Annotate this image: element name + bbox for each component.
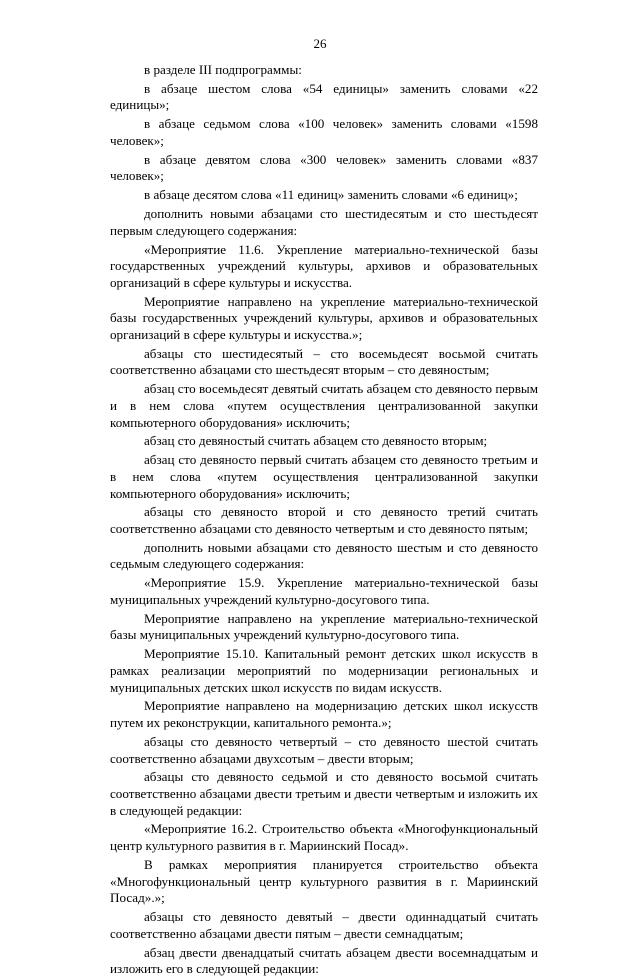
paragraph: Мероприятие направлено на модернизацию детских школ искусств путем их реконструкции, капитального ремонта.»; xyxy=(110,698,538,731)
paragraph: в абзаце девятом слова «300 человек» заменить словами «837 человек»; xyxy=(110,151,538,184)
paragraph: абзац сто девяносто первый считать абзацем сто девяносто третьим и в нем слова «путем осуществления централизованной закупки компьютерного оборудования» исключить; xyxy=(110,452,538,501)
paragraph: «Мероприятие 11.6. Укрепление материально-технической базы государственных учреждений культуры, архивов и образовательных организаций в сфере культуры и искусства. xyxy=(110,241,538,290)
paragraph: Мероприятие 15.10. Капитальный ремонт детских школ искусств в рамках реализации мероприятий по модернизации региональных и муниципальных детских школ искусств по видам искусств. xyxy=(110,646,538,695)
paragraph: «Мероприятие 15.9. Укрепление материально-технической базы муниципальных учреждений культурно-досугового типа. xyxy=(110,575,538,607)
paragraph: дополнить новыми абзацами сто шестидесятым и сто шестьдесят первым следующего содержания: xyxy=(110,206,538,238)
paragraph: абзацы сто девяносто девятый – двести одиннадцатый считать соответственно абзацами двести пятым – двести семнадцатым; xyxy=(110,909,538,941)
paragraph: в абзаце шестом слова «54 единицы» заменить словами «22 единицы»; xyxy=(110,80,538,113)
paragraph: абзац двести двенадцатый считать абзацем двести восемнадцатым и изложить его в следующей редакции: xyxy=(110,944,538,977)
paragraph: абзацы сто шестидесятый – сто восемьдесят восьмой считать соответственно абзацами сто шестьдесят вторым – сто девяностым; xyxy=(110,345,538,378)
paragraph: дополнить новыми абзацами сто девяносто шестым и сто девяносто седьмым следующего содержания: xyxy=(110,539,538,572)
paragraph: в абзаце седьмом слова «100 человек» заменить словами «1598 человек»; xyxy=(110,116,538,148)
paragraph: абзац сто девяностый считать абзацем сто девяносто вторым; xyxy=(144,433,488,449)
document-body xyxy=(110,62,538,980)
paragraph: Мероприятие направлено на укрепление материально-технической базы муниципальных учреждений культурно-досугового типа. xyxy=(110,610,538,643)
paragraph: абзацы сто девяносто четвертый – сто девяносто шестой считать соответственно абзацами двухсотым – двести вторым; xyxy=(110,733,538,766)
page-number: 26 xyxy=(313,36,327,51)
paragraph: абзацы сто девяносто седьмой и сто девяносто восьмой считать соответственно абзацами двести третьим и двести четвертым и изложить их в следующей редакции: xyxy=(110,769,538,818)
paragraph: абзацы сто девяносто второй и сто девяносто третий считать соответственно абзацами сто девяносто четвертым и сто девяносто пятым; xyxy=(110,504,538,536)
paragraph: абзац сто восемьдесят девятый считать абзацем сто девяносто первым и в нем слова «путем осуществления централизованной закупки компьютерного оборудования» исключить; xyxy=(110,381,538,430)
paragraph: в абзаце десятом слова «11 единиц» заменить словами «6 единиц»; xyxy=(144,187,518,203)
paragraph: в разделе III подпрограммы: xyxy=(144,62,302,77)
paragraph: «Мероприятие 16.2. Строительство объекта «Многофункциональный центр культурного развития в г. Мариинский Посад». xyxy=(110,821,538,854)
paragraph: Мероприятие направлено на укрепление материально-технической базы государственных учреждений культуры, архивов и образовательных организаций в сфере культуры и искусства.»; xyxy=(110,293,538,342)
paragraph: В рамках мероприятия планируется строительство объекта «Многофункциональный центр культурного развития в г. Мариинский Посад».»; xyxy=(110,856,538,906)
